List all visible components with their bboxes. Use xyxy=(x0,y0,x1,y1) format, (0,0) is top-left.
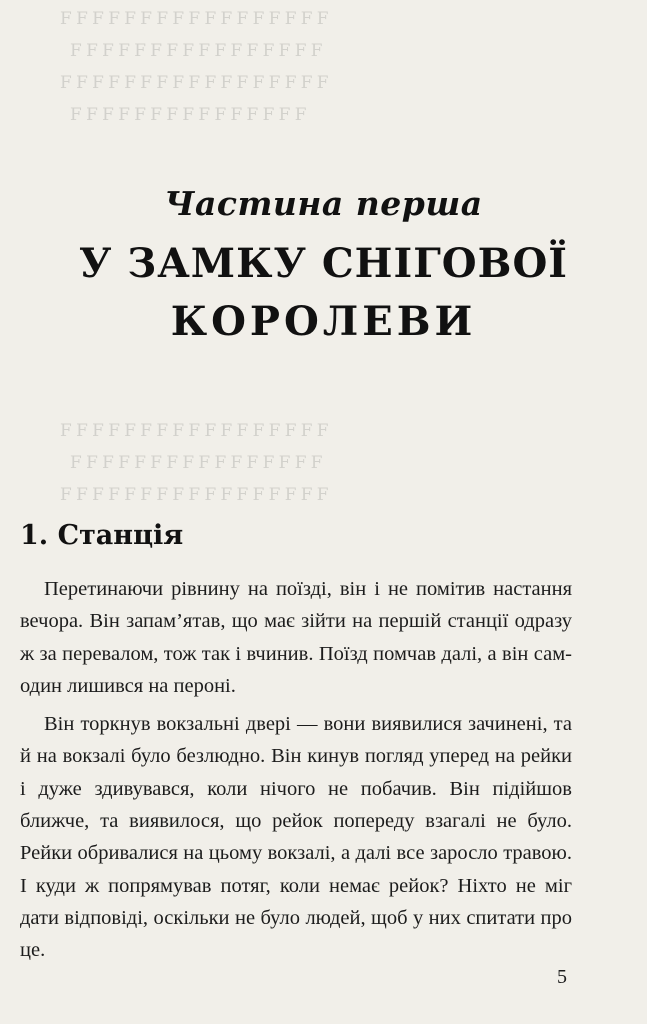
book-title-line-1: У ЗАМКУ СНІГОВОЇ xyxy=(78,240,569,287)
paragraph-1: Перетинаючи рівнину на поїзді, він і не помітив настання вечора. Він запам’ятав, що має зійти на першій станції одразу ж за перевалом, тож так і вчинив. Поїзд помчав далі, а він сам-один лишився на пероні. xyxy=(20,578,572,697)
part-title: Частина перша xyxy=(164,184,483,223)
show-through-texture: ꟻ ꟻ ꟻ ꟻ ꟻ ꟻ ꟻ ꟻ ꟻ ꟻ ꟻ ꟻ ꟻ ꟻ ꟻ ꟻ ꟻ ꟻ ꟻ ꟻ ꟻ ꟻ ꟻ ꟻ ꟻ ꟻ ꟻ ꟻ ꟻ ꟻ ꟻ ꟻ ꟻ ꟻ ꟻ ꟻ ꟻ ꟻ ꟻ ꟻ ꟻ ꟻ ꟻ ꟻ ꟻ ꟻ ꟻ ꟻ ꟻ ꟻ ꟻ ꟻ ꟻ ꟻ ꟻ ꟻ ꟻ ꟻ ꟻ ꟻ ꟻ ꟻ ꟻ ꟻ ꟻ ꟻ ꟻ ꟻ ꟻ ꟻ ꟻ ꟻ ꟻ ꟻ ꟻ ꟻ ꟻ ꟻ ꟻ ꟻ ꟻ ꟻ ꟻ ꟻ ꟻ ꟻ ꟻ ꟻ ꟻ ꟻ ꟻ ꟻ ꟻ ꟻ ꟻ ꟻ ꟻ ꟻ ꟻ ꟻ ꟻ ꟻ ꟻ ꟻ ꟻ ꟻ ꟻ ꟻ ꟻ ꟻ ꟻ ꟻ ꟻ ꟻ ꟻ xyxy=(60,9,329,504)
paragraph-2: Він торкнув вокзальні двері — вони виявилися зачинені, та й на вокзалі було безлюдно. Він кинув погляд уперед на рейки і дуже здивувався, коли нічого не побачив. Він підійшов ближче, та виявилося, що рейок попереду взагалі не було. Рейки обривалися на цьому вокзалі, а далі все заросло травою. І куди ж попрямував потяг, коли немає рейок? Ніхто не міг дати відповіді, оскільки не було людей, щоб у них спитати про це. xyxy=(20,713,572,962)
body-text xyxy=(20,573,572,973)
book-title-line-2: КОРОЛЕВИ xyxy=(170,298,477,345)
chapter-title: 1. Станція xyxy=(20,520,184,551)
page-number: 5 xyxy=(557,966,567,988)
